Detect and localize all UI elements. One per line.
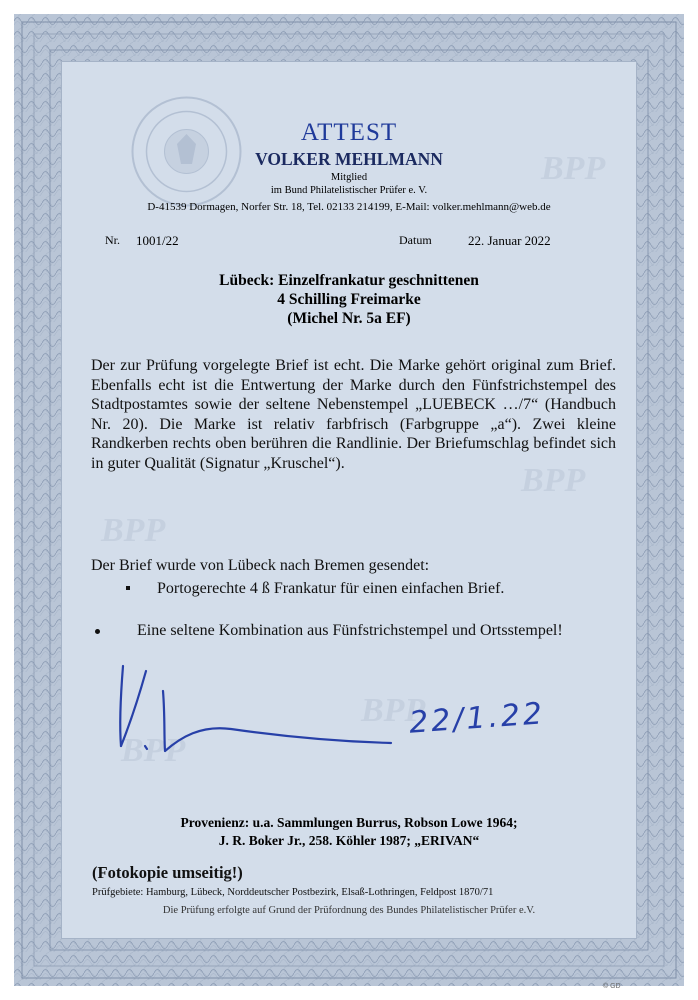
date-label: Datum — [399, 233, 432, 247]
bullet-combination — [91, 621, 616, 641]
provenance — [61, 814, 637, 850]
bullet-postage-text: Portogerechte 4 ß Frankatur für einen einfachen Brief. — [157, 580, 505, 597]
round-bullet-icon — [95, 629, 100, 634]
certificate-panel — [61, 61, 637, 939]
certificate-sheet — [14, 14, 684, 986]
certificate-number-label: Nr. — [105, 233, 120, 247]
route-intro: Der Brief wurde von Lübeck nach Bremen gesendet: — [91, 557, 430, 574]
signature-date: 22/1.22 — [407, 696, 547, 741]
svg-text:BPP: BPP — [101, 512, 166, 549]
gd-logo-icon: © GD — [603, 983, 621, 990]
certificate-title: ATTEST — [300, 119, 398, 146]
expertise-paragraph: Der zur Prüfung vorgelegte Brief ist echt. Die Marke gehört original zum Brief. Ebenfalls echt ist die Entwertung der Marke durch den Fünfstrichstempel des Stadtpostamtes sowie der seltene Nebenstempel „LUEBECK …/7“ (Handbuch Nr. 20). Die Marke ist relativ farbfrisch (Farbgruppe „a“). Zwei kleine Randkerben rechts oben berühren die Randlinie. Der Briefumschlag befindet sich in guter Qualität (Signatur „Kruschel“). — [91, 357, 616, 472]
examination-disclaimer: Die Prüfung erfolgte auf Grund der Prüfordnung des Bundes Philatelistischer Prüfer e.V. — [162, 905, 536, 916]
bullet-combination-text: Eine seltene Kombination aus Fünfstrichstempel und Ortsstempel! — [137, 622, 563, 639]
subject-line-1: Lübeck: Einzelfrankatur geschnittenen — [219, 272, 479, 289]
examiner-address: D-41539 Dormagen, Norfer Str. 18, Tel. 02133 214199, E-Mail: volker.mehlmann@web.de — [147, 201, 551, 213]
examiner-association: im Bund Philatelistischer Prüfer e. V. — [270, 185, 428, 196]
examination-fields: Prüfgebiete: Hamburg, Lübeck, Norddeutscher Postbezirk, Elsaß-Lothringen, Feldpost 1870/71 — [92, 887, 494, 898]
subject-heading — [61, 271, 637, 328]
examiner-name: VOLKER MEHLMANN — [255, 149, 443, 169]
subject-line-3: (Michel Nr. 5a EF) — [287, 310, 411, 327]
photocopy-note: (Fotokopie umseitig!) — [92, 863, 243, 882]
svg-text:BPP: BPP — [121, 732, 186, 769]
square-bullet-icon — [126, 586, 130, 590]
bullet-postage — [131, 580, 504, 598]
examiner-role: Mitglied — [330, 172, 368, 183]
certificate-date: 22. Januar 2022 — [468, 233, 551, 248]
svg-text:BPP: BPP — [541, 150, 606, 187]
svg-text:BPP: BPP — [361, 692, 426, 729]
subject-line-2: 4 Schilling Freimarke — [277, 291, 421, 308]
certificate-number: 1001/22 — [136, 233, 179, 248]
provenance-line-1: Provenienz: u.a. Sammlungen Burrus, Robson Lowe 1964; — [180, 815, 518, 830]
svg-text:BPP: BPP — [521, 462, 586, 499]
provenance-line-2: J. R. Boker Jr., 258. Köhler 1987; „ERIVAN“ — [218, 833, 480, 848]
